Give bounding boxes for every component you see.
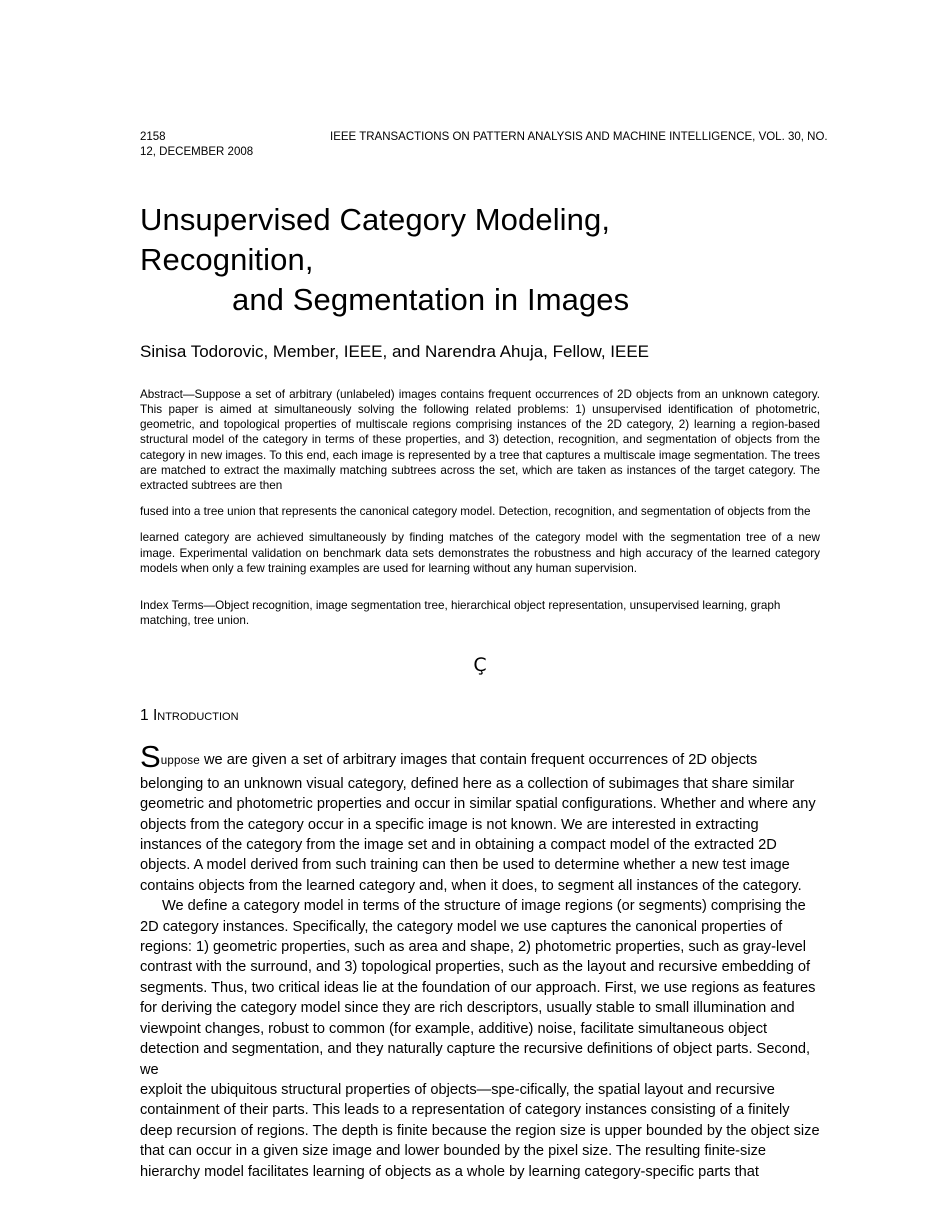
abstract [140,387,820,576]
body-paragraph-3: exploit the ubiquitous structural properties of objects—spe-cifically, the spatial layout and recursive containment of their parts. This leads to a representation of category instances consisting of a finitely deep recursion of regions. The depth is finite because the region size is upper bounded by the object size that can occur in a given size image and lower bounded by the pixel size. The resulting finite-size hierarchy model facilitates learning of objects as a whole by learning category-specific parts that [140,1081,820,1180]
abstract-paragraph-3: learned category are achieved simultaneously by finding matches of the category model with the segmentation tree of a new image. Experimental validation on benchmark data sets demonstrates the robustness and high accuracy of the learned category models when only a few training examples are used for learning without any human supervision. [140,531,820,575]
first-word-small-caps: uppose [160,754,200,768]
page-content [140,130,828,1182]
first-line-rest: we are given a set of arbitrary images that contain frequent occurrences of 2D objects [199,752,758,769]
section-heading-introduction [140,706,820,726]
abstract-paragraph-1: Abstract—Suppose a set of arbitrary (unlabeled) images contains frequent occurrences of 2D objects from an unknown category. This paper is aimed at simultaneously solving the following related problems: 1) unsupervised identification of photometric, geometric, and topological properties of multiscale regions comprising instances of the 2D category, 2) learning a region-based structural model of the category in terms of these properties, and 3) detection, recognition, and segmentation of objects from the category in new images. To this end, each image is represented by a tree that captures a multiscale image segmentation. The trees are matched to extract the maximally matching subtrees across the set, which are taken as instances of the target category. The extracted subtrees are then [140,387,820,492]
journal-title-continuation: 12, DECEMBER 2008 [140,146,254,158]
title-line-1: Unsupervised Category Modeling, [140,202,611,237]
author-list: Sinisa Todorovic, Member, IEEE, and Narendra Ahuja, Fellow, IEEE [140,341,650,361]
section-ornament: Ç [473,654,487,677]
section-title: Introduction [152,707,239,725]
index-terms: Index Terms—Object recognition, image segmentation tree, hierarchical object representation, unsupervised learning, graph matching, tree union. [140,599,781,628]
journal-title: IEEE TRANSACTIONS ON PATTERN ANALYSIS AND MACHINE INTELLIGENCE, VOL. 30, NO. [330,131,828,143]
body-paragraph-1 [140,739,820,896]
drop-cap: S [140,739,161,775]
first-line [140,739,820,775]
title-line-3: and Segmentation in Images [232,282,630,317]
section-number: 1 [140,707,149,725]
title-line-2: Recognition, [140,242,314,277]
body-paragraph-1-rest: belonging to an unknown visual category, defined here as a collection of subimages that share similar geometric and photometric properties and occur in similar spatial configurations. Whether and where any objects from the category occur in a specific image is not known. We are interested in extracting instances of the category from the image set and in obtaining a compact model of the extracted 2D objects. A model derived from such training can then be used to determine whether a new test image contains objects from the learned category and, when it does, to segment all instances of the category. [140,775,816,894]
body-paragraph-2: We define a category model in terms of the structure of image regions (or segments) comprising the 2D category instances. Specifically, the category model we use captures the canonical properties of regions: 1) geometric properties, such as area and shape, 2) photometric properties, such as gray-level contrast with the surround, and 3) topological properties, such as the layout and recursive embedding of segments. Thus, two critical ideas lie at the foundation of our approach. First, we use regions as features for deriving the category model since they are rich descriptors, usually stable to small illumination and viewpoint changes, robust to common (for example, additive) noise, facilitate simultaneous object detection and segmentation, and they naturally capture the recursive definitions of object parts. Second, we [140,898,816,1078]
page-number: 2158 [140,131,166,143]
body-text [140,739,820,1182]
abstract-paragraph-2: fused into a tree union that represents the canonical category model. Detection, recognition, and segmentation of objects from the [140,505,811,519]
running-head [140,130,828,162]
page-title [140,200,820,320]
